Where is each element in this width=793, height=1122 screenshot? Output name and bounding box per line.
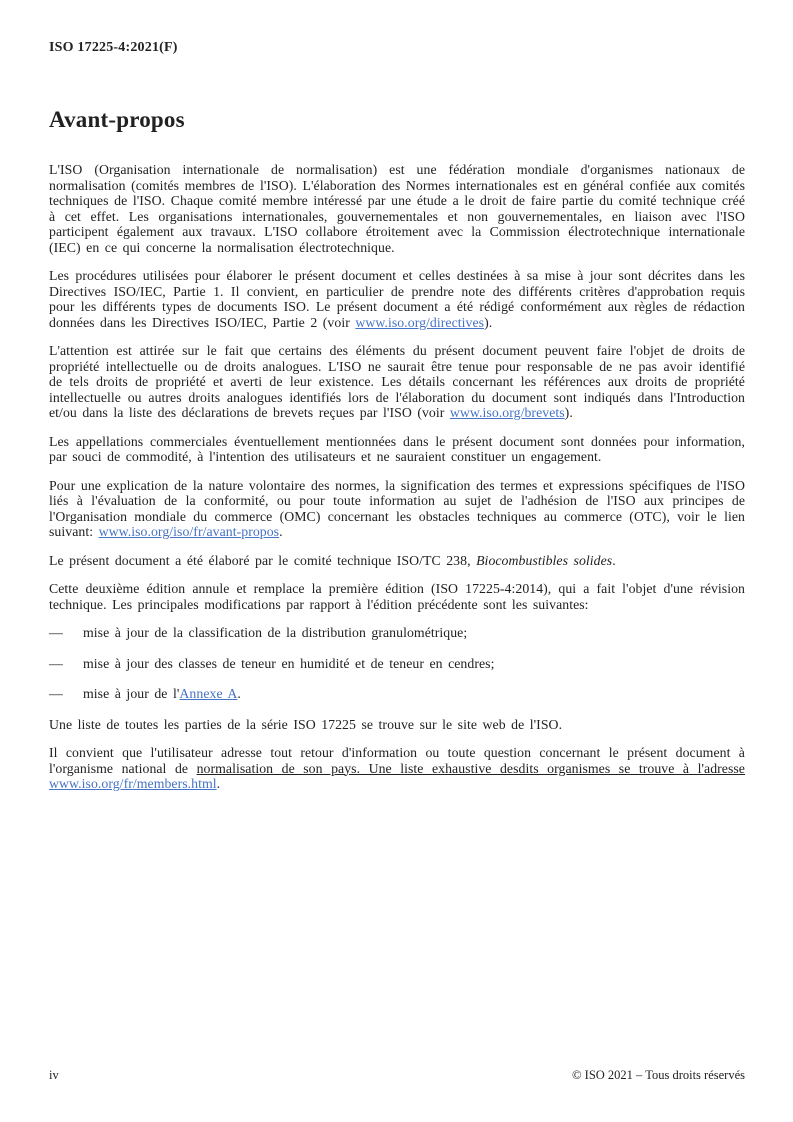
page-title: Avant-propos	[49, 107, 185, 132]
list-item	[49, 625, 745, 641]
document-reference: ISO 17225-4:2021(F)	[49, 40, 178, 55]
committee-subject-italic: Biocombustibles solides	[476, 552, 613, 568]
bullet-dash: —	[49, 655, 63, 671]
link-iso-directives[interactable]: www.iso.org/directives	[355, 314, 485, 330]
paragraph-text: Pour une explication de la nature volontaire des normes, la signification des termes et expressions spécifiques de l'ISO liés à l'évaluation de la conformité, ou pour toute information au sujet de l'adhésion de l'ISO aux principes de l'Organisation mondiale du commerce (OMC) concernant les obstacles techniques au commerce (OTC), voir le lien suivant:	[49, 477, 745, 539]
paragraph-text: L'attention est attirée sur le fait que certains des éléments du présent document peuvent faire l'objet de droits de propriété intellectuelle ou de droits analogues. L'ISO ne saurait être tenue pour responsable de ne pas avoir identifié de tels droits de propriété et averti de leur existence. Les détails concernant les références aux droits de propriété intellectuelle ou autres droits analogues identifiés lors de l'élaboration du document sont indiqués dans l'Introduction et/ou dans la liste des déclarations de brevets reçues par l'ISO (voir	[49, 343, 745, 420]
paragraph-text: .	[279, 524, 283, 539]
copyright-notice: © ISO 2021 – Tous droits réservés	[572, 1068, 745, 1082]
page-content	[49, 40, 745, 805]
list-item-text: mise à jour de l'	[83, 686, 180, 701]
paragraph-text: .	[216, 776, 221, 791]
paragraph-deuxieme-edition	[49, 581, 745, 612]
list-item-text	[83, 686, 745, 702]
paragraph-text: Cette deuxième édition annule et remplace la première édition (ISO 17225-4:2014), qui a fait l'objet d'une révision technique. Les principales modifications par rapport à l'édition précédente sont les suivantes:	[49, 581, 745, 612]
list-item-text: mise à jour des classes de teneur en humidité et de teneur en cendres;	[83, 655, 495, 671]
list-item	[49, 656, 745, 672]
modifications-list	[49, 625, 745, 702]
link-iso-members[interactable]: www.iso.org/fr/members.html	[49, 776, 217, 791]
paragraph-text: Les appellations commerciales éventuellement mentionnées dans le présent document sont données pour information, par souci de commodité, à l'intention des utilisateurs et ne sauraient constituer un engagement.	[49, 433, 745, 464]
bullet-dash: —	[49, 686, 63, 701]
paragraph-text: Une liste de toutes les parties de la série ISO 17225 se trouve sur le site web de l'ISO.	[49, 716, 563, 732]
paragraph-appellations-commerciales	[49, 434, 745, 465]
paragraph-text: L'ISO (Organisation internationale de normalisation) est une fédération mondiale d'organismes nationaux de normalisation (comités membres de l'ISO). L'élaboration des Normes internationales est en général confiée aux comités techniques de l'ISO. Chaque comité membre intéressé par une étude a le droit de faire partie du comité technique créé à cet effet. Les organisations internationales, gouvernementales et non gouvernementales, en liaison avec l'ISO participent également aux travaux. L'ISO collabore étroitement avec la Commission électrotechnique internationale (IEC) en ce qui concerne la normalisation électrotechnique.	[49, 162, 745, 255]
link-iso-brevets[interactable]: www.iso.org/brevets	[449, 405, 565, 420]
paragraph-text: ).	[564, 405, 573, 420]
underlined-text: normalisation de son pays. Une liste exhaustive desdits organismes se trouve à l'adresse	[196, 760, 745, 776]
paragraph-droits-propriete	[49, 343, 745, 421]
page-footer	[49, 1068, 745, 1083]
list-item	[49, 686, 745, 702]
paragraph-liste-parties	[49, 717, 745, 733]
paragraph-nature-volontaire	[49, 478, 745, 540]
paragraph-retour-information	[49, 745, 745, 792]
paragraph-text: Il convient que l'utilisateur adresse tout retour d'information ou toute question concernant le présent document à l'organisme national de	[49, 745, 745, 776]
paragraph-comite-technique	[49, 553, 745, 569]
bullet-dash: —	[49, 625, 63, 640]
paragraph-text: Les procédures utilisées pour élaborer le présent document et celles destinées à sa mise à jour sont décrites dans les Directives ISO/IEC, Partie 1. Il convient, en particulier de prendre note des différents critères d'approbation requis pour les différents types de documents ISO. Le présent document a été rédigé conformément aux règles de rédaction données dans les Directives ISO/IEC, Partie 2 (voir	[49, 268, 745, 330]
list-item-text: mise à jour de la classification de la distribution granulométrique;	[83, 625, 468, 640]
page-number: iv	[49, 1068, 59, 1082]
paragraph-text: .	[612, 552, 616, 568]
paragraph-text: Le présent document a été élaboré par le comité technique ISO/TC 238,	[49, 552, 477, 568]
link-annexe-a[interactable]: Annexe A	[179, 686, 238, 701]
list-item-text: .	[237, 686, 241, 701]
link-iso-avant-propos[interactable]: www.iso.org/iso/fr/avant-propos	[98, 524, 280, 539]
paragraph-text: ).	[484, 314, 493, 330]
paragraph-iso-federation	[49, 162, 745, 255]
paragraph-procedures	[49, 268, 745, 330]
